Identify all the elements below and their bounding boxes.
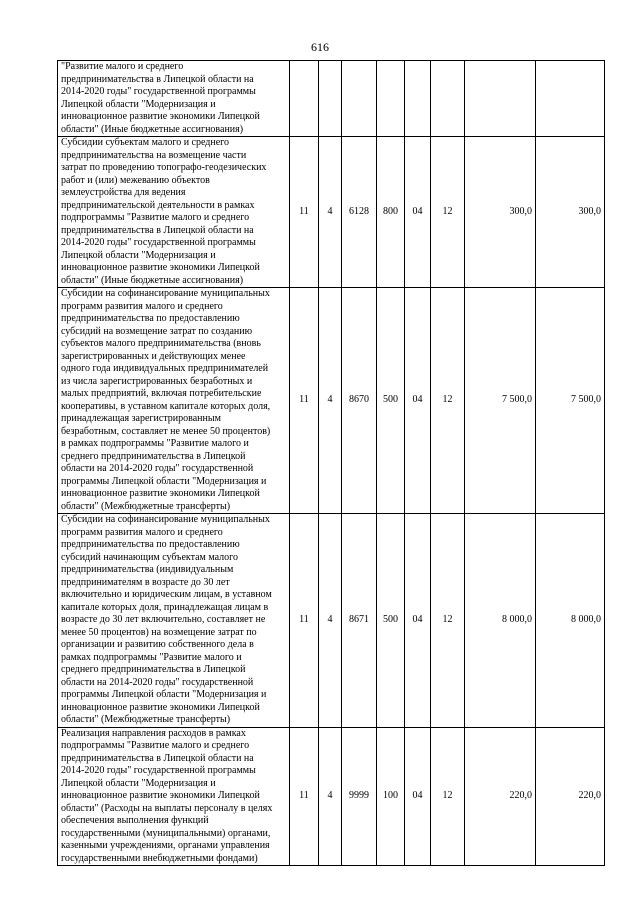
description-cell [58, 61, 290, 137]
description-line: Липецкой области "Модернизация и [61, 249, 216, 261]
description-line: области" (Расходы на выплаты персоналу в целях [61, 802, 273, 814]
description-line: малых предприятий, включая потребительские [61, 388, 262, 399]
subsection-code-cell: 4 [319, 514, 342, 728]
description-cell [58, 727, 290, 866]
description-line: 2014-2020 годы" государственной программы [61, 237, 256, 248]
expense-type-cell [377, 61, 405, 137]
amount-year-2-cell: 7 500,0 [536, 288, 605, 514]
description-line: обеспечения выполнения функций [61, 815, 209, 826]
chapter-code-cell: 04 [405, 727, 431, 866]
expense-type-cell: 500 [377, 288, 405, 514]
description-line: программ развития малого и среднего [61, 300, 223, 312]
description-line: из числа зарегистрированных безработных и [61, 375, 253, 387]
description-line: рамках подпрограммы "Развитие малого и [61, 651, 242, 663]
amount-year-2-cell: 220,0 [536, 727, 605, 866]
description-line: Субсидии субъектам малого и среднего [61, 137, 230, 148]
description-line: государственными внебюджетными фондами) [61, 852, 258, 864]
description-line: безработным, составляет не менее 50 процентов) [61, 425, 271, 437]
budget-table [57, 60, 605, 866]
description-line: среднего предпринимательства в Липецкой [61, 664, 246, 675]
chapter-code-cell: 04 [405, 514, 431, 728]
amount-year-1-cell: 220,0 [465, 727, 536, 866]
description-line: Липецкой области "Модернизация и [61, 777, 216, 789]
amount-year-1-cell: 300,0 [465, 137, 536, 288]
table-row [58, 61, 605, 137]
subchapter-code-cell: 12 [431, 514, 465, 728]
description-line: зарегистрированных и действующих менее [61, 350, 246, 362]
description-line: области" (Межбюджетные трансферты) [61, 714, 231, 725]
subsection-code-cell: 4 [319, 137, 342, 288]
table-row [58, 727, 605, 866]
description-line: предпринимательства в Липецкой области на [61, 752, 254, 764]
subchapter-code-cell: 12 [431, 288, 465, 514]
description-line: области на 2014-2020 годы" государственной [61, 676, 254, 688]
description-line: инновационное развитие экономики Липецкой [61, 262, 260, 273]
description-line: подпрограммы "Развитие малого и среднего [61, 212, 250, 223]
table-row [58, 288, 605, 514]
description-line: инновационное развитие экономики Липецкой [61, 488, 260, 499]
description-line: 2014-2020 годы" государственной программы [61, 86, 256, 97]
description-line: одного года индивидуальных предпринимателей [61, 363, 269, 374]
expense-code-cell: 6128 [342, 137, 377, 288]
description-line: инновационное развитие экономики Липецкой [61, 701, 260, 713]
amount-year-2-cell [536, 61, 605, 137]
amount-year-2-cell: 8 000,0 [536, 514, 605, 728]
description-line: предпринимательства на возмещение части [61, 149, 247, 161]
chapter-code-cell [405, 61, 431, 137]
description-line: программ развития малого и среднего [61, 526, 223, 538]
description-line: инновационное развитие экономики Липецкой [61, 111, 260, 122]
amount-year-1-cell: 7 500,0 [465, 288, 536, 514]
description-line: работ и (или) межеванию объектов [61, 174, 210, 186]
description-line: кооперативы, в уставном капитале которых доля, [61, 400, 271, 412]
description-line: субъектов малого предпринимательства (вновь [61, 338, 261, 349]
subchapter-code-cell [431, 61, 465, 137]
description-line: принадлежащая зарегистрированным [61, 413, 221, 424]
description-line: государственными (муниципальными) органами, [61, 827, 271, 839]
table-body [58, 61, 605, 866]
section-code-cell [290, 61, 319, 137]
description-line: программы Липецкой области "Модернизация и [61, 475, 267, 487]
description-line: Реализация направления расходов в рамках [61, 727, 246, 739]
description-line: предпринимателям в возрасте до 30 лет [61, 576, 230, 588]
expense-code-cell [342, 61, 377, 137]
amount-year-2-cell: 300,0 [536, 137, 605, 288]
description-line: области" (Иные бюджетные ассигнования) [61, 123, 244, 135]
section-code-cell: 11 [290, 288, 319, 514]
description-cell [58, 514, 290, 728]
section-code-cell: 11 [290, 727, 319, 866]
description-cell [58, 137, 290, 288]
description-line: Субсидии на софинансирование муниципальных [61, 514, 270, 525]
description-line: предпринимательства (индивидуальным [61, 564, 234, 575]
subsection-code-cell: 4 [319, 288, 342, 514]
description-line: включительно и юридическим лицам, в уставном [61, 589, 272, 600]
chapter-code-cell: 04 [405, 288, 431, 514]
description-line: области" (Межбюджетные трансферты) [61, 500, 231, 512]
subsection-code-cell [319, 61, 342, 137]
description-line: возрасте до 30 лет включительно, составляет не [61, 614, 266, 625]
description-line: землеустройства для ведения [61, 187, 186, 198]
description-line: 2014-2020 годы" государственной программы [61, 765, 256, 776]
expense-type-cell: 800 [377, 137, 405, 288]
description-line: предпринимательства по предоставлению [61, 313, 240, 324]
description-line: Субсидии на софинансирование муниципальных [61, 288, 270, 299]
description-line: Липецкой области "Модернизация и [61, 98, 216, 110]
description-line: инновационное развитие экономики Липецкой [61, 790, 260, 801]
description-line: в рамках подпрограммы "Развитие малого и [61, 438, 249, 449]
description-line: капитале которых доля, принадлежащая лицам в [61, 601, 269, 613]
description-line: организации и развитию собственного дела в [61, 639, 254, 650]
table-row [58, 137, 605, 288]
description-line: субсидий начинающим субъектам малого [61, 551, 238, 563]
section-code-cell: 11 [290, 514, 319, 728]
subchapter-code-cell: 12 [431, 727, 465, 866]
description-line: предпринимательства в Липецкой области на [61, 224, 254, 236]
table-row [58, 514, 605, 728]
subsection-code-cell: 4 [319, 727, 342, 866]
description-line: субсидий на возмещение затрат по созданию [61, 325, 253, 337]
expense-type-cell: 500 [377, 514, 405, 728]
amount-year-1-cell [465, 61, 536, 137]
amount-year-1-cell: 8 000,0 [465, 514, 536, 728]
expense-code-cell: 9999 [342, 727, 377, 866]
page-number: 616 [311, 40, 329, 54]
description-line: предпринимательской деятельности в рамках [61, 199, 255, 211]
subchapter-code-cell: 12 [431, 137, 465, 288]
description-line: предпринимательства в Липецкой области на [61, 73, 254, 85]
description-line: подпрограммы "Развитие малого и среднего [61, 740, 250, 751]
description-line: предпринимательства по предоставлению [61, 539, 240, 550]
description-line: среднего предпринимательства в Липецкой [61, 450, 246, 462]
description-line: области" (Иные бюджетные ассигнования) [61, 274, 244, 286]
section-code-cell: 11 [290, 137, 319, 288]
description-line: области на 2014-2020 годы" государственной [61, 463, 254, 474]
description-line: затрат по проведению топографо-геодезических [61, 162, 267, 173]
description-cell [58, 288, 290, 514]
expense-type-cell: 100 [377, 727, 405, 866]
description-line: "Развитие малого и среднего [61, 61, 184, 72]
chapter-code-cell: 04 [405, 137, 431, 288]
description-line: казенными учреждениями, органами управления [61, 840, 270, 851]
description-line: программы Липецкой области "Модернизация и [61, 689, 267, 700]
expense-code-cell: 8670 [342, 288, 377, 514]
description-line: менее 50 процентов) на возмещение затрат по [61, 626, 257, 638]
expense-code-cell: 8671 [342, 514, 377, 728]
